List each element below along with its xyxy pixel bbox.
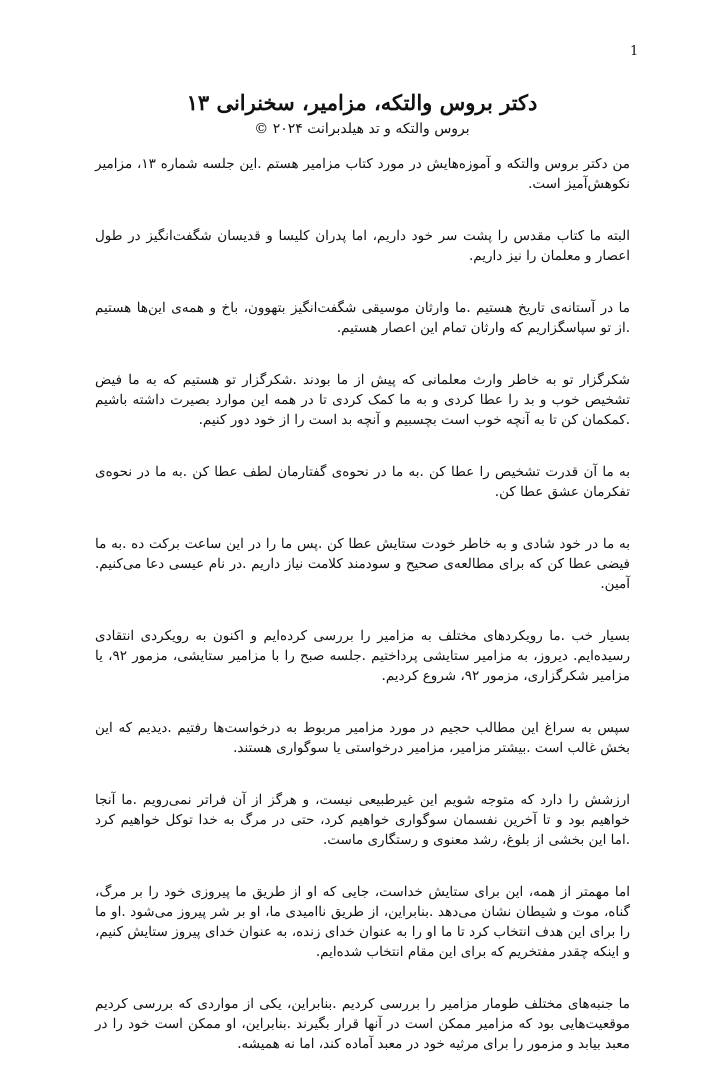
page-subtitle: بروس والتکه و تد هیلدبرانت ۲۰۲۴ © <box>254 121 470 137</box>
page-title: دکتر بروس والتکه، مزامیر، سخنرانی ۱۳ <box>186 90 538 115</box>
paragraph: اما مهمتر از همه، این برای ستایش خداست، جایی که او از طریق ما پیروزی خود را بر مرگ، گناه، موت و شیطان نشان می‌دهد .بنابراین، از طریق ناامیدی ما، او بر شر پیروز می‌شود .او ما را برای این هدف انتخاب کرد تا ما او را به عنوان خدای زنده، به عنوان خدای پیروز ستایش کنیم، و اینکه چقدر مفتخریم که برای این مقام انتخاب شده‌ایم. <box>95 884 630 960</box>
paragraph: شکرگزار تو به خاطر وارث معلمانی که پیش از ما بودند .شکرگزار تو هستیم که به ما فیض تشخیص خوب و بد را عطا کردی و به ما کمک کردی تا در همه این موارد بصیرت داشته باشیم .کمکمان کن تا به آنچه خوب است بچسبیم و آنچه بد است را از خود دور کنیم. <box>95 372 630 428</box>
paragraph: ما در آستانه‌ی تاریخ هستیم .ما وارثان موسیقی شگفت‌انگیز بتهوون، باخ و همه‌ی این‌ها هستیم .از تو سپاسگزاریم که وارثان تمام این اعصار هستیم. <box>95 300 630 336</box>
paragraph: به ما آن قدرت تشخیص را عطا کن .به ما در نحوه‌ی گفتارمان لطف عطا کن .به ما در نحوه‌ی تفکرمان عشق عطا کن. <box>95 464 630 500</box>
paragraph: سپس به سراغ این مطالب حجیم در مورد مزامیر مربوط به درخواست‌ها رفتیم .دیدیم که این بخش غالب است .بیشتر مزامیر، مزامیر درخواستی یا سوگواری هستند. <box>95 720 630 756</box>
paragraph: ما جنبه‌های مختلف طومار مزامیر را بررسی کردیم .بنابراین، یکی از مواردی که بررسی کردیم موقعیت‌هایی بود که مزامیر ممکن است در آنها قرار بگیرند .بنابراین، او ممکن است خود را در معبد بیابد و مزمور را برای مرثیه خود در معبد آماده کند، اما نه همیشه. <box>95 996 630 1052</box>
paragraph: ارزشش را دارد که متوجه شویم این غیرطبیعی نیست، و هرگز از آن فراتر نمی‌رویم .ما آنجا خواهیم بود و تا آخرین نفسمان سوگواری خواهیم کرد، حتی در مرگ به خدا توکل خواهیم کرد .اما این بخشی از بلوغ، رشد معنوی و رستگاری ماست. <box>95 792 630 848</box>
paragraph: به ما در خود شادی و به خاطر خودت ستایش عطا کن .پس ما را در این ساعت برکت ده .به ما فیضی عطا کن که برای مطالعه‌ی صحیح و سودمند کلامت نیاز داریم .در نام عیسی دعا می‌کنیم. آمین. <box>95 536 630 592</box>
document-body <box>95 154 630 1086</box>
paragraph: بسیار خب .ما رویکردهای مختلف به مزامیر را بررسی کرده‌ایم و اکنون به رویکردی انتقادی رسیده‌ایم. دیروز، به مزامیر ستایشی پرداختیم .جلسه صبح را با مزامیر ستایشی، مزمور ۹۲، یا مزامیر شکرگزاری، مزمور ۹۲، شروع کردیم. <box>95 628 630 684</box>
page-number: 1 <box>630 44 639 59</box>
paragraph: من دکتر بروس والتکه و آموزه‌هایش در مورد کتاب مزامیر هستم .این جلسه شماره ۱۳، مزامیر نکوهش‌آمیز است. <box>95 156 630 192</box>
paragraph: البته ما کتاب مقدس را پشت سر خود داریم، اما پدران کلیسا و قدیسان شگفت‌انگیز در طول اعصار و معلمان را نیز داریم. <box>95 228 630 264</box>
